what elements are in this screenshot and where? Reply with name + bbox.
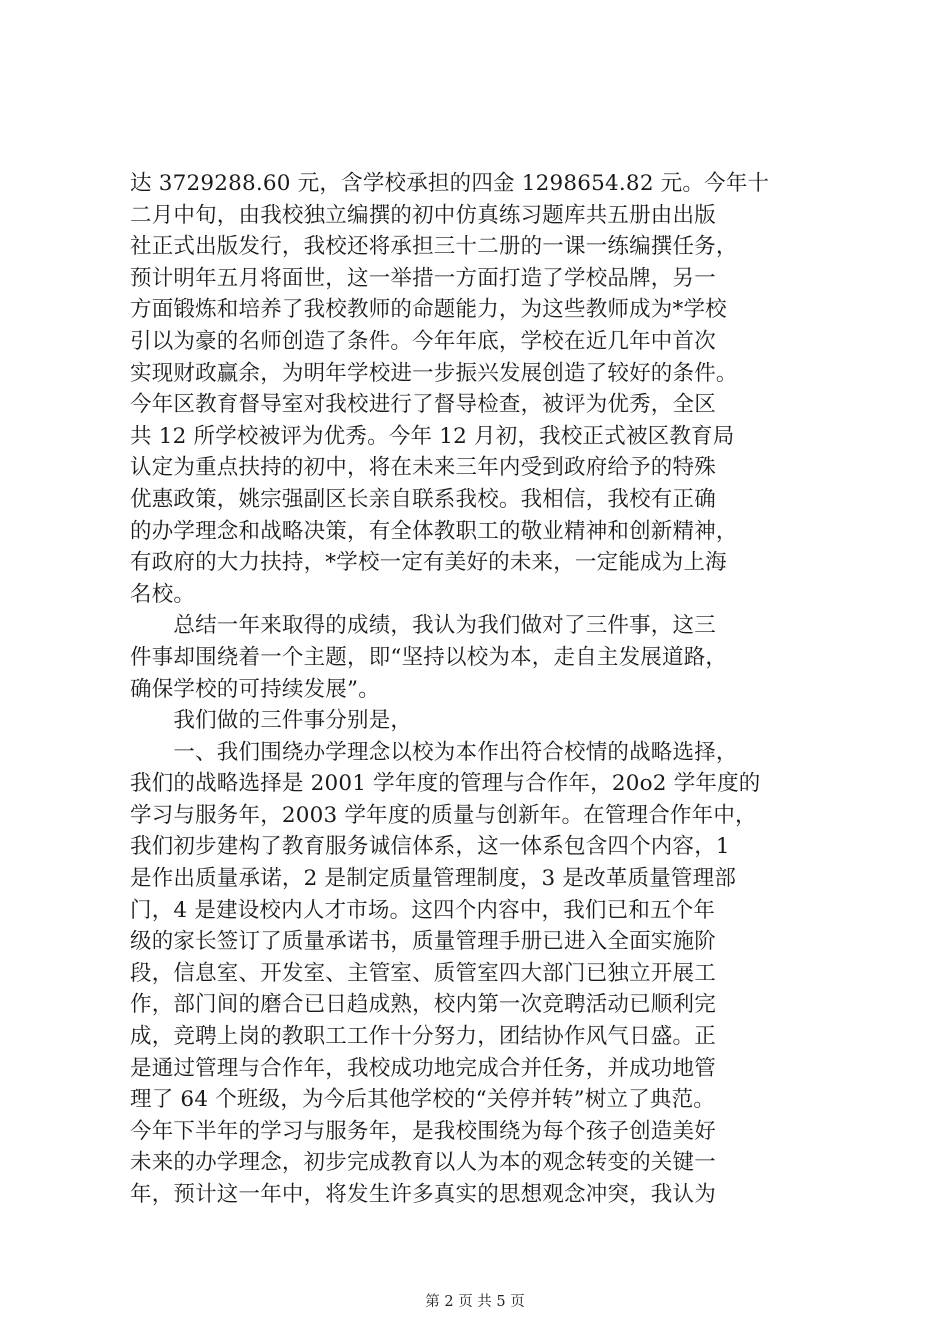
text-line: 方面锻炼和培养了我校教师的命题能力，为这些教师成为*学校 <box>130 297 727 323</box>
text-line: 今年下半年的学习与服务年，是我校围绕为每个孩子创造美好 <box>130 1118 716 1144</box>
text-line: 认定为重点扶持的初中，将在未来三年内受到政府给予的特殊 <box>130 455 716 481</box>
text-line: 二月中旬，由我校独立编撰的初中仿真练习题库共五册由出版 <box>130 202 716 228</box>
body-text <box>130 168 830 1211</box>
text-line: 我们的战略选择是 2001 学年度的管理与合作年，20o2 学年度的 <box>130 771 761 797</box>
text-line: 的办学理念和战略决策，有全体教职工的敬业精神和创新精神， <box>130 518 738 544</box>
page-number: 第 2 页 共 5 页 <box>425 1294 525 1310</box>
text-line: 总结一年来取得的成绩，我认为我们做对了三件事，这三 <box>130 613 716 639</box>
text-line: 社正式出版发行，我校还将承担三十二册的一课一练编撰任务， <box>130 234 738 260</box>
text-line: 段，信息室、开发室、主管室、质管室四大部门已独立开展工 <box>130 960 716 986</box>
text-line: 理了 64 个班级，为今后其他学校的“关停并转”树立了典范。 <box>130 1087 716 1113</box>
text-line: 学习与服务年，2003 学年度的质量与创新年。在管理合作年中， <box>130 802 757 828</box>
text-line: 确保学校的可持续发展”。 <box>130 676 380 702</box>
text-line: 预计明年五月将面世，这一举措一方面打造了学校品牌，另一 <box>130 265 716 291</box>
text-line: 门，4 是建设校内人才市场。这四个内容中，我们已和五个年 <box>130 897 716 923</box>
text-line: 成，竞聘上岗的教职工工作十分努力，团结协作风气日盛。正 <box>130 1024 716 1050</box>
text-line: 优惠政策，姚宗强副区长亲自联系我校。我相信，我校有正确 <box>130 486 716 512</box>
text-line: 实现财政赢余，为明年学校进一步振兴发展创造了较好的条件。 <box>130 360 738 386</box>
text-line: 年，预计这一年中，将发生许多真实的思想观念冲突，我认为 <box>130 1182 716 1207</box>
text-line: 未来的办学理念，初步完成教育以人为本的观念转变的关键一 <box>130 1150 716 1176</box>
text-line: 共 12 所学校被评为优秀。今年 12 月初，我校正式被区教育局 <box>130 423 735 449</box>
text-line: 今年区教育督导室对我校进行了督导检查，被评为优秀，全区 <box>130 392 716 418</box>
text-line: 有政府的大力扶持，*学校一定有美好的未来，一定能成为上海 <box>130 550 727 576</box>
text-line: 我们做的三件事分别是， <box>130 708 413 734</box>
text-line: 级的家长签订了质量承诺书，质量管理手册已进入全面实施阶 <box>130 929 716 955</box>
text-line: 是作出质量承诺，2 是制定质量管理制度，3 是改革质量管理部 <box>130 866 737 892</box>
text-line: 是通过管理与合作年，我校成功地完成合并任务，并成功地管 <box>130 1055 716 1081</box>
text-line: 作，部门间的磨合已日趋成熟，校内第一次竞聘活动已顺利完 <box>130 992 716 1018</box>
text-line: 一、我们围绕办学理念以校为本作出符合校情的战略选择， <box>130 739 738 765</box>
page-footer <box>0 1290 950 1311</box>
text-line: 引以为豪的名师创造了条件。今年年底，学校在近几年中首次 <box>130 328 716 354</box>
text-line: 我们初步建构了教育服务诚信体系，这一体系包含四个内容，1 <box>130 834 730 860</box>
text-line: 名校。 <box>130 581 196 607</box>
text-line: 件事却围绕着一个主题，即“坚持以校为本，走自主发展道路， <box>130 644 728 670</box>
text-line: 达 3729288.60 元，含学校承担的四金 1298654.82 元。今年十 <box>130 171 770 196</box>
